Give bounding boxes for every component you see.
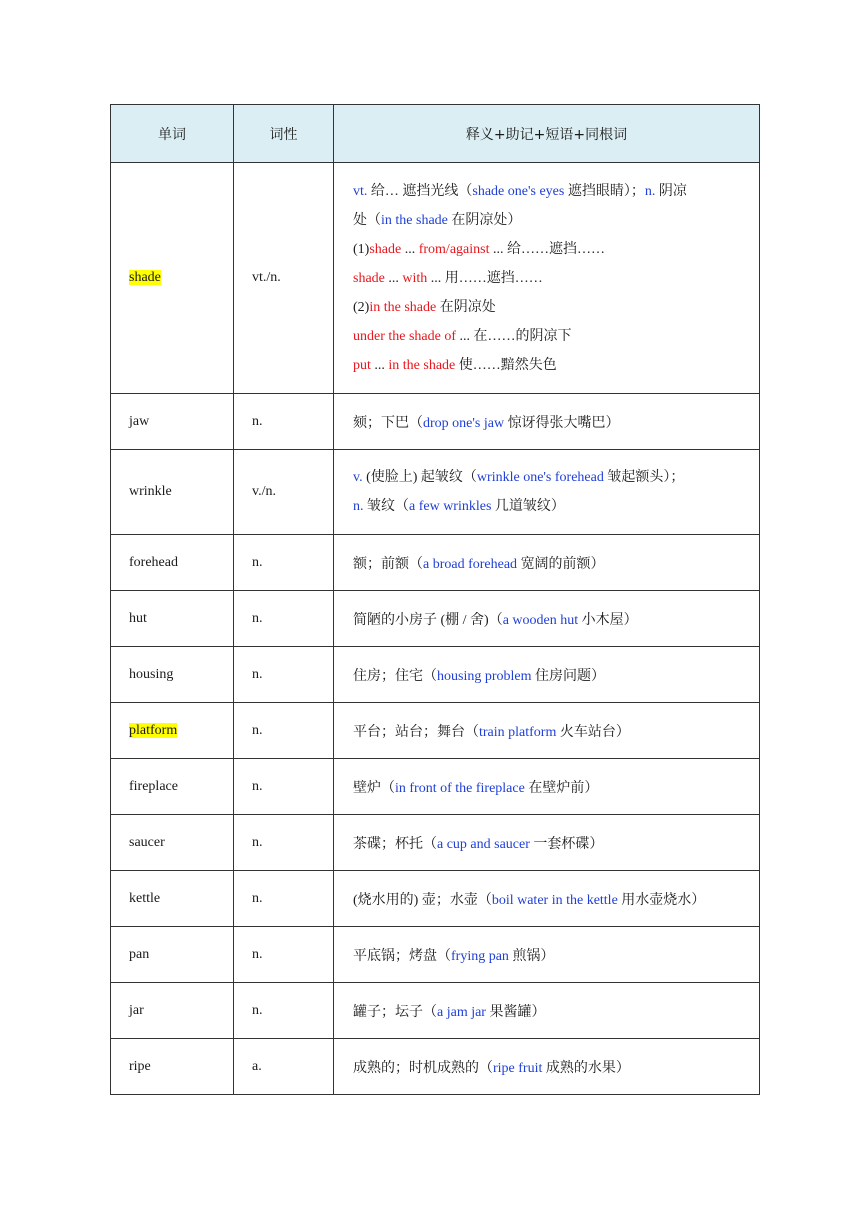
plain-text: ... — [384, 270, 403, 286]
word-cell: forehead — [111, 535, 234, 591]
definition-cell — [334, 815, 760, 871]
phrase-text: shade — [369, 241, 402, 257]
pos-cell: n. — [234, 927, 334, 983]
table-row — [111, 815, 760, 871]
word-cell — [111, 703, 234, 759]
table-row — [111, 703, 760, 759]
phrase-text: train platform — [479, 724, 557, 740]
plain-text: ... — [370, 357, 389, 373]
plain-text: ... — [401, 241, 419, 257]
table-row — [111, 1039, 760, 1095]
plain-text: 额；前额（ — [353, 556, 423, 572]
word-cell — [111, 163, 234, 394]
plain-text: ... 在……的阴凉下 — [456, 328, 572, 344]
definition-line — [353, 177, 753, 206]
word-cell: housing — [111, 647, 234, 703]
plain-text: 平台；站台；舞台（ — [353, 724, 479, 740]
pos-cell: n. — [234, 535, 334, 591]
definition-cell — [334, 927, 760, 983]
definition-cell — [334, 647, 760, 703]
phrase-text: a cup and saucer — [437, 836, 530, 852]
table-row-wrinkle — [111, 450, 760, 535]
pos-cell: v./n. — [234, 450, 334, 535]
plain-text: 壁炉（ — [353, 780, 395, 796]
pos-cell: n. — [234, 815, 334, 871]
plain-text: 成熟的水果） — [542, 1060, 630, 1076]
plain-text: 平底锅；烤盘（ — [353, 948, 451, 964]
plain-text: 颏；下巴（ — [353, 415, 423, 431]
plain-text: 给… 遮挡光线（ — [367, 183, 473, 199]
table-row — [111, 647, 760, 703]
definition-line — [353, 492, 753, 521]
word-cell: saucer — [111, 815, 234, 871]
pos-cell: n. — [234, 871, 334, 927]
table-row-shade — [111, 163, 760, 394]
plain-text: 在壁炉前） — [524, 780, 599, 796]
word-cell: pan — [111, 927, 234, 983]
plain-text: 处（ — [353, 212, 381, 228]
phrase-text: from/against — [418, 241, 490, 257]
definition-line — [353, 264, 753, 293]
phrase-text: housing problem — [437, 668, 532, 684]
phrase-text: in the shade — [369, 299, 437, 315]
plain-text: 一套杯碟） — [529, 836, 604, 852]
phrase-text: v. — [353, 470, 363, 485]
definition-line — [353, 235, 753, 264]
definition-line — [353, 463, 753, 492]
plain-text: 惊讶得张大嘴巴） — [504, 415, 620, 431]
definition-cell — [334, 871, 760, 927]
phrase-text: with — [402, 270, 428, 286]
header-word: 单词 — [111, 105, 234, 163]
definition-cell — [334, 591, 760, 647]
definition-cell — [334, 983, 760, 1039]
word-cell: jaw — [111, 394, 234, 450]
phrase-text: a broad forehead — [423, 556, 518, 572]
header-definition: 释义+助记+短语+同根词 — [334, 105, 760, 163]
phrase-text: a few wrinkles — [409, 499, 492, 514]
plain-text: (1) — [353, 241, 370, 257]
phrase-text: put — [353, 357, 371, 373]
plain-text: 住房问题） — [531, 668, 605, 684]
plain-text: (使脸上) 起皱纹（ — [362, 470, 477, 485]
plain-text: (烧水用的) 壶；水壶（ — [353, 892, 492, 908]
table-row — [111, 983, 760, 1039]
plain-text: 果酱罐） — [485, 1004, 546, 1020]
pos-cell: n. — [234, 591, 334, 647]
definition-cell — [334, 759, 760, 815]
phrase-text: shade — [353, 270, 385, 286]
pos-cell: vt./n. — [234, 163, 334, 394]
table-row — [111, 871, 760, 927]
definition-line — [353, 351, 753, 380]
plain-text: 在阴凉处 — [436, 299, 496, 315]
phrase-text: ripe fruit — [493, 1060, 543, 1076]
pos-cell: a. — [234, 1039, 334, 1095]
table-row — [111, 394, 760, 450]
table-row — [111, 759, 760, 815]
phrase-text: drop one's jaw — [423, 415, 505, 431]
plain-text: 阴凉 — [655, 183, 687, 199]
phrase-text: shade one's eyes — [472, 183, 565, 199]
phrase-text: vt. — [353, 183, 368, 199]
vocabulary-table — [110, 104, 760, 1095]
plain-text: 简陋的小房子 (棚 / 舍)（ — [353, 612, 503, 628]
phrase-text: in the shade — [381, 212, 448, 228]
plain-text: ... 用……遮挡…… — [427, 270, 543, 286]
plain-text: 用水壶烧水） — [617, 892, 706, 908]
word-cell: ripe — [111, 1039, 234, 1095]
definition-line — [353, 206, 753, 235]
highlighted-word: shade — [129, 270, 161, 285]
phrase-text: boil water in the kettle — [491, 892, 618, 908]
plain-text: 皱起额头）； — [603, 470, 685, 485]
pos-cell: n. — [234, 647, 334, 703]
definition-cell — [334, 703, 760, 759]
pos-cell: n. — [234, 983, 334, 1039]
pos-cell: n. — [234, 759, 334, 815]
plain-text: 住房；住宅（ — [353, 668, 437, 684]
pos-cell: n. — [234, 394, 334, 450]
definition-cell — [334, 450, 760, 535]
word-cell: wrinkle — [111, 450, 234, 535]
plain-text: 宽阔的前额） — [517, 556, 605, 572]
phrase-text: wrinkle one's forehead — [476, 470, 604, 485]
plain-text: 皱纹（ — [363, 499, 409, 514]
word-cell: jar — [111, 983, 234, 1039]
plain-text: 茶碟；杯托（ — [353, 836, 437, 852]
phrase-text: a wooden hut — [502, 612, 579, 628]
phrase-text: in the shade — [388, 357, 456, 373]
table-row — [111, 591, 760, 647]
plain-text: 煎锅） — [508, 948, 555, 964]
definition-line — [353, 322, 753, 351]
plain-text: 小木屋） — [578, 612, 638, 628]
word-cell: kettle — [111, 871, 234, 927]
plain-text: ... 给……遮挡…… — [489, 241, 605, 257]
definition-cell — [334, 1039, 760, 1095]
pos-cell: n. — [234, 703, 334, 759]
phrase-text: frying pan — [451, 948, 509, 964]
highlighted-word: platform — [129, 722, 178, 738]
phrase-text: n. — [353, 499, 364, 514]
plain-text: 火车站台） — [556, 724, 630, 740]
phrase-text: a jam jar — [437, 1004, 486, 1020]
plain-text: 罐子；坛子（ — [353, 1004, 437, 1020]
header-pos: 词性 — [234, 105, 334, 163]
plain-text: 成熟的；时机成熟的（ — [353, 1060, 493, 1076]
table-row — [111, 927, 760, 983]
phrase-text: under the shade of — [353, 328, 457, 344]
phrase-text: n. — [644, 183, 656, 199]
word-cell: hut — [111, 591, 234, 647]
phrase-text: in front of the fireplace — [395, 780, 525, 796]
definition-line — [353, 293, 753, 322]
plain-text: 使……黯然失色 — [455, 357, 557, 373]
plain-text: (2) — [353, 299, 370, 315]
word-cell: fireplace — [111, 759, 234, 815]
plain-text: 遮挡眼睛）； — [564, 183, 645, 199]
header-row — [111, 105, 760, 163]
definition-cell — [334, 163, 760, 394]
plain-text: 几道皱纹） — [491, 499, 565, 514]
table-row — [111, 535, 760, 591]
definition-cell — [334, 394, 760, 450]
plain-text: 在阴凉处） — [447, 212, 522, 228]
definition-cell — [334, 535, 760, 591]
